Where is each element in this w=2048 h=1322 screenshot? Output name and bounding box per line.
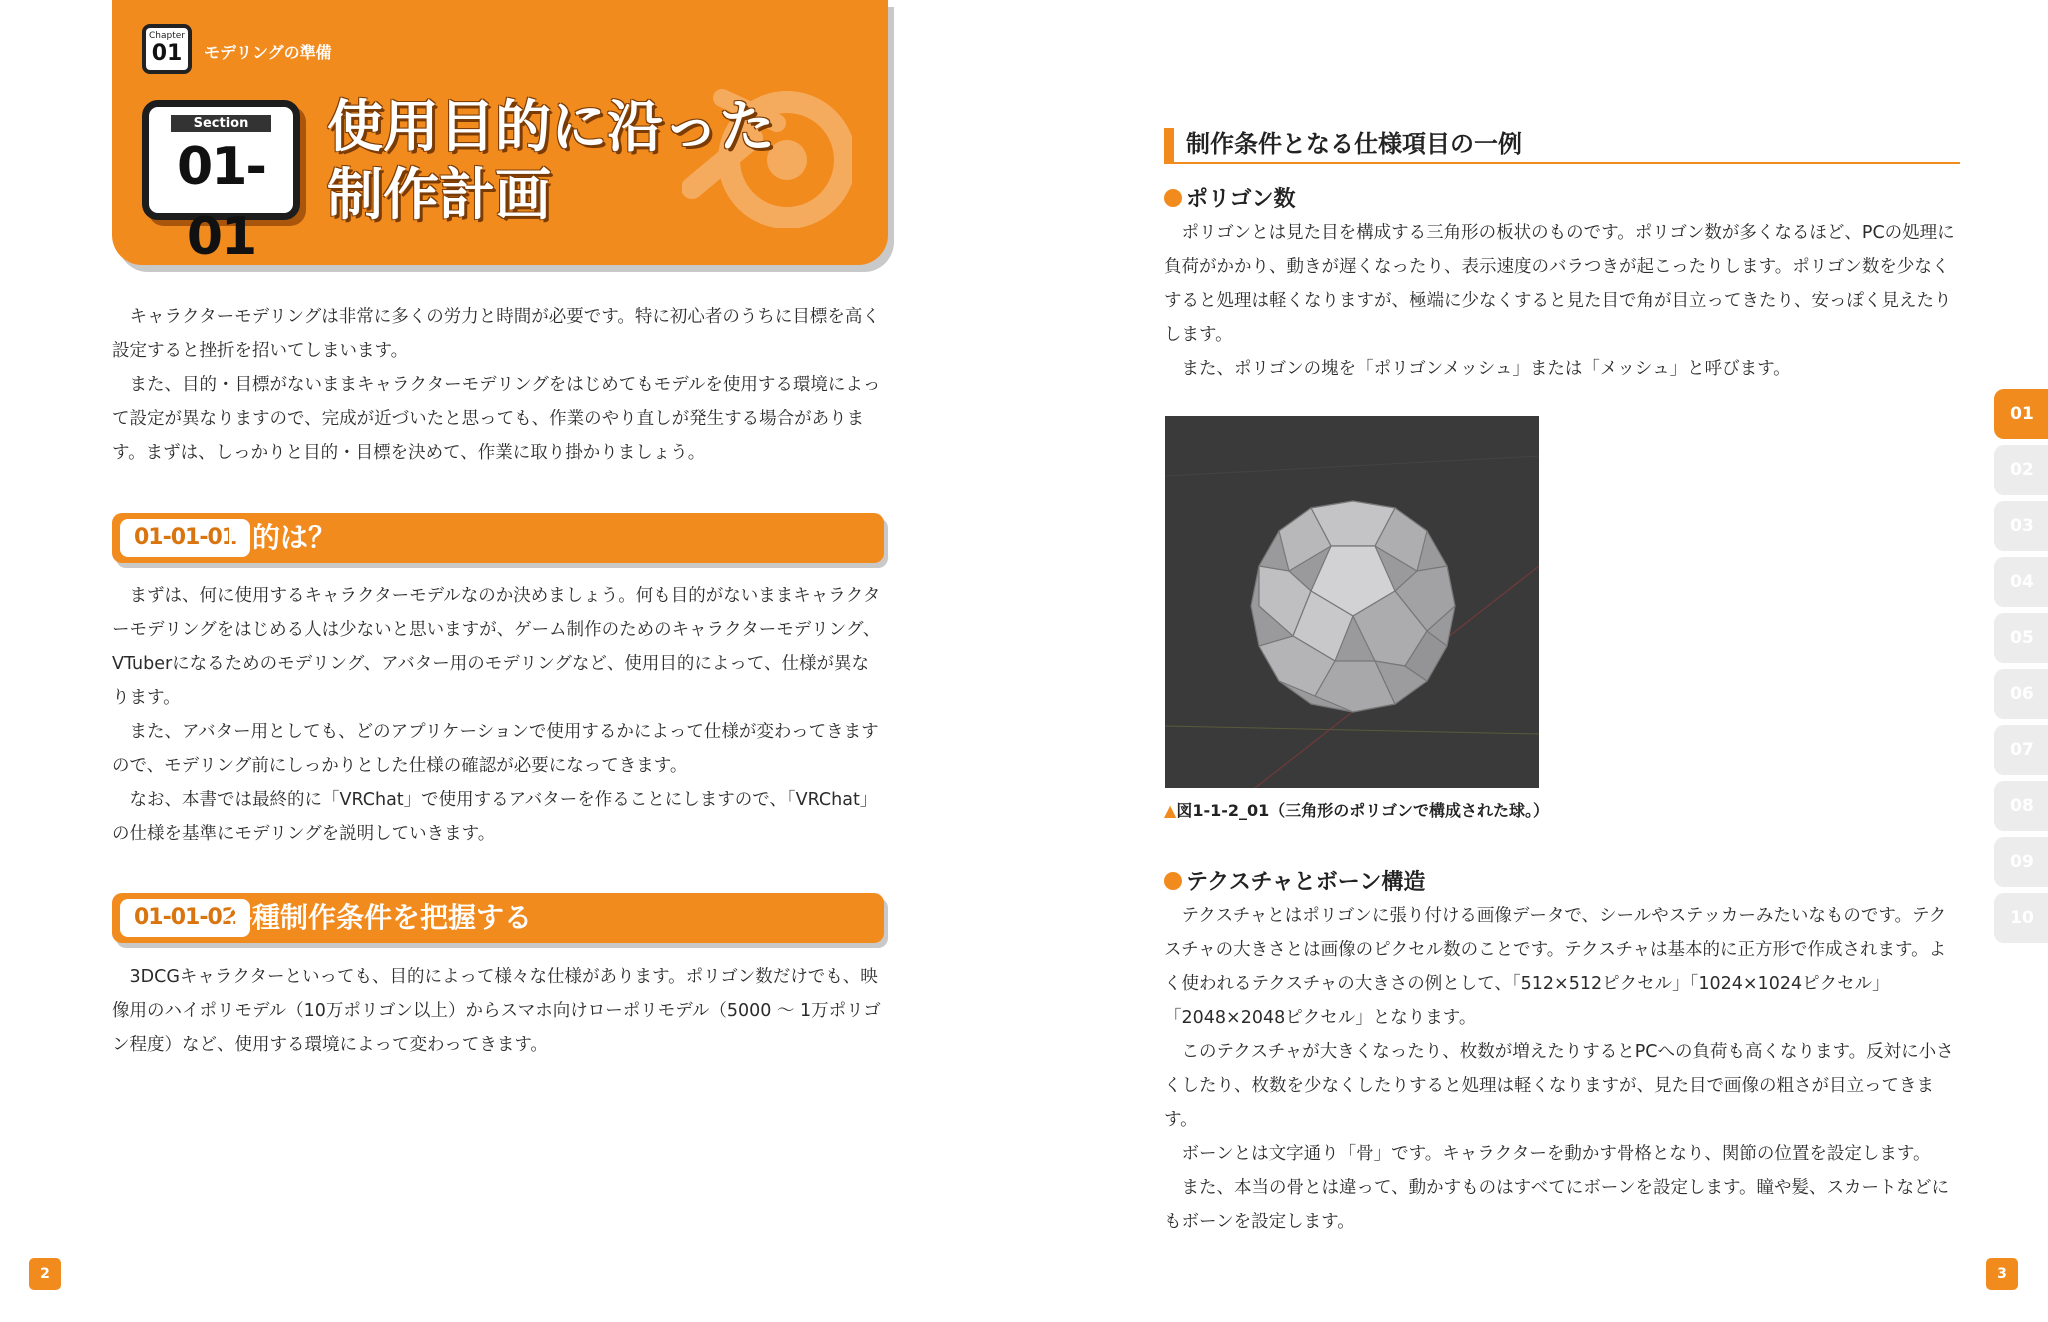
heading-number: 01-01-02	[120, 899, 250, 937]
section-badge	[142, 100, 300, 265]
section-title-line1: 使用目的に沿った	[327, 95, 775, 160]
chapter-label: Chapter	[149, 31, 185, 41]
conditions-text	[112, 960, 884, 1062]
spec-heading	[1164, 126, 1960, 164]
paragraph: テクスチャとはポリゴンに張り付ける画像データで、シールやステッカーみたいなものです。テクスチャの大きさとは画像のピクセル数のことです。テクスチャは基本的に正方形で作成されます。よく使われるテクスチャの大きさの例として、「512×512ピクセル」「1024×1024ピクセル」「2048×2048ピクセル」となります。	[1164, 906, 1947, 1028]
spec-heading-title: 制作条件となる仕様項目の一例	[1186, 130, 1522, 158]
purpose-text	[112, 579, 884, 851]
chapter-tab-10[interactable]: 10	[1994, 893, 2048, 943]
chapter-tab-07[interactable]: 07	[1994, 725, 2048, 775]
chapter-title: モデリングの準備	[204, 43, 332, 62]
chapter-tab-09[interactable]: 09	[1994, 837, 2048, 887]
paragraph: ボーンとは文字通り「骨」です。キャラクターを動かす骨格となり、関節の位置を設定します。	[1181, 1144, 1931, 1164]
paragraph: また、目的・目標がないままキャラクターモデリングをはじめてもモデルを使用する環境によって設定が異なりますので、完成が近づいたと思っても、作業のやり直しが発生する場合があります。まずは、しっかりと目的・目標を決めて、作業に取り掛かりましょう。	[112, 375, 881, 463]
paragraph: 3DCGキャラクターといっても、目的によって様々な仕様があります。ポリゴン数だけでも、映像用のハイポリモデル（10万ポリゴン以上）からスマホ向けローポリモデル（5000 ～ 1万ポリゴン程度）など、使用する環境によって変わってきます。	[112, 967, 881, 1055]
bullet-dot-icon	[1164, 872, 1182, 890]
chapter-tab-06[interactable]: 06	[1994, 669, 2048, 719]
page-number-right: 3	[1986, 1258, 2018, 1290]
chapter-tab-01[interactable]: 01	[1994, 389, 2048, 439]
chapter-tabs	[1994, 389, 2048, 949]
figure-caption	[1164, 798, 1549, 824]
section-header	[112, 0, 888, 265]
paragraph: また、本当の骨とは違って、動かすものはすべてにボーンを設定します。瞳や髪、スカートなどにもボーンを設定します。	[1164, 1178, 1950, 1232]
paragraph: まずは、何に使用するキャラクターモデルなのか決めましょう。何も目的がないままキャラクターモデリングをはじめる人は少ないと思いますが、ゲーム制作のためのキャラクターモデリング、VTuberになるためのモデリング、アバター用のモデリングなど、使用目的によって、仕様が異なります。	[112, 586, 881, 708]
section-title	[327, 94, 787, 230]
chapter-tab-08[interactable]: 08	[1994, 781, 2048, 831]
heading-purpose	[112, 513, 884, 563]
heading-conditions	[112, 893, 884, 943]
texture-text	[1164, 899, 1960, 1239]
subheading-texture	[1164, 868, 1425, 898]
heading-accent-bar	[1164, 128, 1174, 162]
figure-polygon-sphere	[1165, 416, 1539, 788]
subheading-title: テクスチャとボーン構造	[1186, 870, 1426, 895]
paragraph: また、アバター用としても、どのアプリケーションで使用するかによって仕様が変わってきますので、モデリング前にしっかりとした仕様の確認が必要になってきます。	[112, 722, 879, 776]
subheading-title: ポリゴン数	[1186, 187, 1296, 212]
section-title-line2: 制作計画	[327, 163, 551, 228]
heading-title: 目的は？	[224, 521, 337, 554]
chapter-badge	[142, 24, 192, 74]
heading-title: 各種制作条件を把握する	[224, 901, 533, 934]
paragraph: ポリゴンとは見た目を構成する三角形の板状のものです。ポリゴン数が多くなるほど、PCの処理に負荷がかかり、動きが遅くなったり、表示速度のバラつきが起こったりします。ポリゴン数を少なくすると処理は軽くなりますが、極端に少なくすると見た目で角が目立ってきたり、安っぽく見えたりします。	[1164, 223, 1955, 345]
section-label: Section	[171, 115, 271, 132]
heading-number: 01-01-01	[120, 519, 250, 557]
chapter-tab-02[interactable]: 02	[1994, 445, 2048, 495]
paragraph: また、ポリゴンの塊を「ポリゴンメッシュ」または「メッシュ」と呼びます。	[1181, 359, 1791, 379]
polygon-text	[1164, 216, 1960, 386]
chapter-tab-04[interactable]: 04	[1994, 557, 2048, 607]
intro-text	[112, 300, 884, 470]
ico-sphere-image	[1165, 416, 1539, 788]
caption-marker: ▲	[1164, 801, 1177, 820]
paragraph: このテクスチャが大きくなったり、枚数が増えたりするとPCへの負荷も高くなります。反対に小さくしたり、枚数を少なくしたりすると処理は軽くなりますが、見た目で画像の粗さが目立ってきます。	[1164, 1042, 1954, 1130]
section-number: 01-01	[177, 137, 265, 265]
chapter-number: 01	[151, 41, 183, 66]
chapter-tab-03[interactable]: 03	[1994, 501, 2048, 551]
page-number-left: 2	[29, 1258, 61, 1290]
paragraph: キャラクターモデリングは非常に多くの労力と時間が必要です。特に初心者のうちに目標を高く設定すると挫折を招いてしまいます。	[112, 307, 880, 361]
paragraph: なお、本書では最終的に「VRChat」で使用するアバターを作ることにしますので、「VRChat」の仕様を基準にモデリングを説明していきます。	[112, 790, 878, 844]
chapter-tab-05[interactable]: 05	[1994, 613, 2048, 663]
right-page	[1024, 0, 2048, 1322]
subheading-polygon	[1164, 185, 1296, 215]
bullet-dot-icon	[1164, 189, 1182, 207]
caption-text: 図1-1-2_01（三角形のポリゴンで構成された球。）	[1176, 801, 1549, 820]
